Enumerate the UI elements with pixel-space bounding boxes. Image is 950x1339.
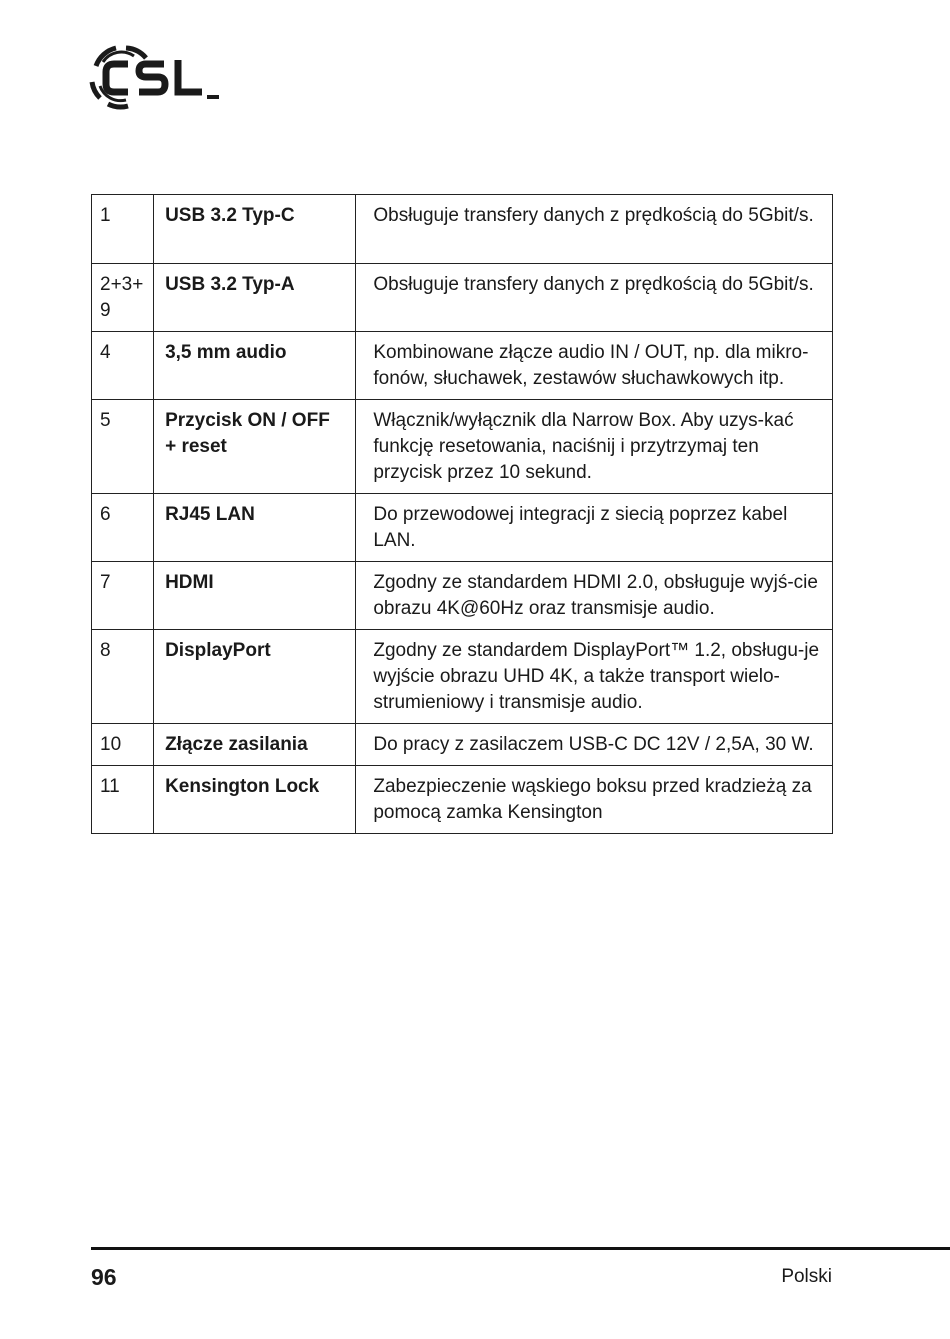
table-row — [92, 332, 833, 400]
row-description: Do pracy z zasilaczem USB-C DC 12V / 2,5A, 30 W. — [356, 724, 833, 766]
row-number: 1 — [92, 195, 154, 264]
row-number: 11 — [92, 766, 154, 834]
row-number: 7 — [92, 562, 154, 630]
row-name: Złącze zasilania — [154, 724, 356, 766]
row-description: Zgodny ze standardem DisplayPort™ 1.2, obsługu-je wyjście obrazu UHD 4K, a także transport wielo-strumieniowy i transmisje audio. — [356, 630, 833, 724]
table-row — [92, 630, 833, 724]
table-row — [92, 494, 833, 562]
table-row — [92, 562, 833, 630]
row-number: 5 — [92, 400, 154, 494]
table-row — [92, 766, 833, 834]
row-description: Kombinowane złącze audio IN / OUT, np. dla mikro-fonów, słuchawek, zestawów słuchawkowych itp. — [356, 332, 833, 400]
table-row — [92, 195, 833, 264]
row-description: Zabezpieczenie wąskiego boksu przed kradzieżą za pomocą zamka Kensington — [356, 766, 833, 834]
csl-logo — [86, 42, 226, 110]
row-name: RJ45 LAN — [154, 494, 356, 562]
row-number: 10 — [92, 724, 154, 766]
row-name: USB 3.2 Typ-A — [154, 264, 356, 332]
table-row — [92, 264, 833, 332]
row-number: 2+3+ 9 — [92, 264, 154, 332]
row-name: Przycisk ON / OFF + reset — [154, 400, 356, 494]
table-row — [92, 400, 833, 494]
row-number: 8 — [92, 630, 154, 724]
row-number: 4 — [92, 332, 154, 400]
row-description: Obsługuje transfery danych z prędkością do 5Gbit/s. — [356, 195, 833, 264]
spec-table — [91, 194, 833, 834]
table-row — [92, 724, 833, 766]
page-language: Polski — [781, 1266, 832, 1287]
row-description: Do przewodowej integracji z siecią poprzez kabel LAN. — [356, 494, 833, 562]
row-name: USB 3.2 Typ-C — [154, 195, 356, 264]
footer-divider — [91, 1247, 950, 1250]
row-number: 6 — [92, 494, 154, 562]
row-description: Zgodny ze standardem HDMI 2.0, obsługuje wyjś-cie obrazu 4K@60Hz oraz transmisje audio. — [356, 562, 833, 630]
row-description: Obsługuje transfery danych z prędkością do 5Gbit/s. — [356, 264, 833, 332]
row-description: Włącznik/wyłącznik dla Narrow Box. Aby uzys-kać funkcję resetowania, naciśnij i przytrzymaj ten przycisk przez 10 sekund. — [356, 400, 833, 494]
page-number: 96 — [91, 1264, 117, 1290]
row-name: 3,5 mm audio — [154, 332, 356, 400]
row-name: Kensington Lock — [154, 766, 356, 834]
row-name: DisplayPort — [154, 630, 356, 724]
row-name: HDMI — [154, 562, 356, 630]
